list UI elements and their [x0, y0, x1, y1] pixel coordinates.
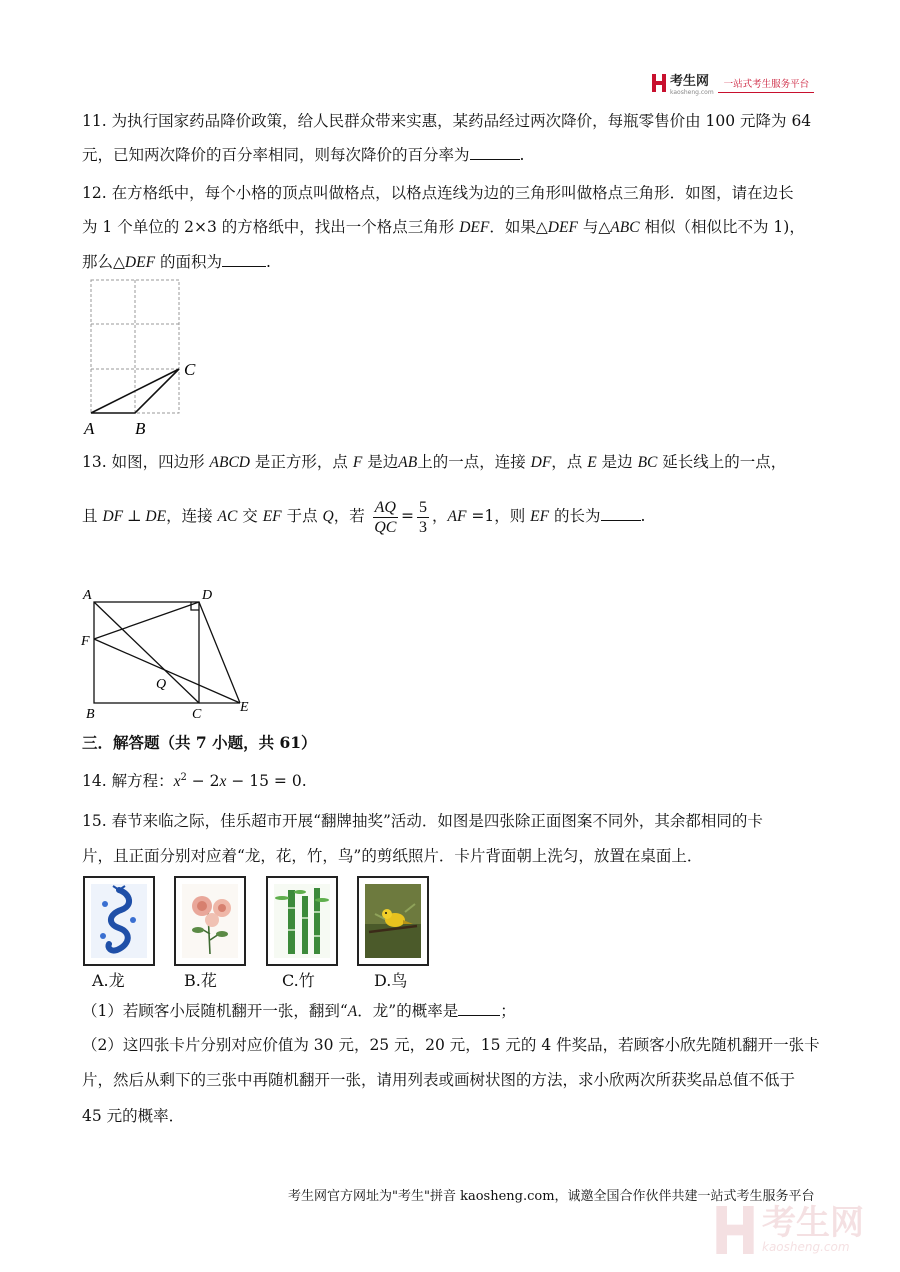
q12-line1: 12. 在方格纸中，每个小格的顶点叫做格点，以格点连线为边的三角形叫做格点三角形．如图，请在边长 [82, 184, 794, 202]
q13-square-figure [78, 582, 258, 722]
card-bamboo [266, 876, 338, 966]
answer-blank [222, 252, 266, 267]
fraction-5-3: $\frac{5}{3}$ [418, 498, 427, 536]
watermark-logo-icon [716, 1206, 754, 1254]
watermark-text: 考生网 [762, 1203, 864, 1243]
answer-blank [470, 145, 520, 160]
q13-line2: 且 DF ⊥ DE，连接 AC 交 EF 于点 Q，若 $\frac{AQ}{QC}$ = $\frac{5}{3}$ ，AF =1，则 EF 的长为 . [82, 498, 646, 536]
card-dragon [83, 876, 155, 966]
answer-blank [458, 1001, 500, 1016]
label-e: E [240, 700, 249, 715]
card-label-d: D.鸟 [374, 971, 408, 990]
segment-df [94, 602, 199, 639]
watermark [716, 1203, 864, 1254]
q15-sub1: （1）若顾客小辰随机翻开一张，翻到“A．龙”的概率是 ； [82, 1002, 516, 1020]
q12-grid-figure [78, 276, 208, 444]
bird-icon [365, 884, 421, 958]
kaosheng-logo-icon [652, 74, 666, 92]
label-a: A [83, 588, 92, 603]
card-label-a: A.龙 [92, 971, 125, 990]
logo-slogan: 一站式考生服务平台 [723, 79, 810, 90]
header-logo [652, 72, 809, 94]
dragon-icon [91, 884, 147, 958]
card-bird [357, 876, 429, 966]
q12-line2: 为 1 个单位的 2×3 的方格纸中，找出一个格点三角形 DEF．如果△DEF 与△ABC 相似（相似比不为 1)， [82, 218, 805, 236]
q11-line1: 11. 为执行国家药品降价政策，给人民群众带来实惠，某药品经过两次降价，每瓶零售价由 100 元降为 64 [82, 112, 812, 130]
label-d: D [202, 588, 213, 603]
label-b: B [86, 707, 95, 722]
header-rule [718, 92, 814, 93]
card-flower [174, 876, 246, 966]
q15-line2: 片，且正面分别对应着“龙，花，竹，鸟”的剪纸照片．卡片背面朝上洗匀，放置在桌面上． [82, 847, 703, 865]
bamboo-icon [274, 884, 330, 958]
label-c: C [192, 707, 202, 722]
q15-line1: 15. 春节来临之际，佳乐超市开展“翻牌抽奖”活动．如图是四张除正面图案不同外，其余都相同的卡 [82, 812, 763, 830]
q15-sub2-line3: 45 元的概率． [82, 1107, 185, 1125]
fraction-aq-qc: $\frac{AQ}{QC}$ [374, 498, 397, 536]
q11-line2: 元，已知两次降价的百分率相同，则每次降价的百分率为 . [82, 146, 525, 164]
label-c: C [184, 360, 196, 379]
q12-line3: 那么△DEF 的面积为 . [82, 253, 271, 271]
segment-ac [94, 602, 199, 703]
card-label-c: C.竹 [282, 971, 315, 990]
logo-name: 考生网 [670, 74, 710, 89]
label-q: Q [156, 677, 167, 692]
card-label-b: B.花 [184, 971, 217, 990]
label-a: A [84, 419, 95, 438]
footer-text: 考生网官方网址为"考生"拼音 kaosheng.com，诚邀全国合作伙伴共建一站式考生服务平台 [288, 1189, 815, 1204]
flower-icon [182, 884, 238, 958]
label-f: F [81, 634, 90, 649]
q13-line1: 13. 如图，四边形 ABCD 是正方形，点 F 是边AB上的一点，连接 DF，点 E 是边 BC 延长线上的一点， [82, 453, 787, 471]
q15-sub2-line2: 片，然后从剩下的三张中再随机翻开一张，请用列表或画树状图的方法，求小欣两次所获奖品总值不低于 [82, 1071, 796, 1089]
watermark-url: kaosheng.com [762, 1240, 850, 1254]
section3-title: 三．解答题（共 7 小题，共 61） [82, 733, 317, 752]
label-b: B [135, 419, 146, 438]
q14-line: 14. 解方程：$x^2 - 2x - 15 = 0$. [82, 772, 307, 791]
logo-url: kaosheng.com [670, 89, 714, 96]
answer-blank [601, 506, 641, 521]
q15-sub2-line1: （2）这四张卡片分别对应价值为 30 元，25 元，20 元，15 元的 4 件奖品，若顾客小欣先随机翻开一张卡 [82, 1036, 820, 1054]
grid-lines [91, 280, 179, 413]
